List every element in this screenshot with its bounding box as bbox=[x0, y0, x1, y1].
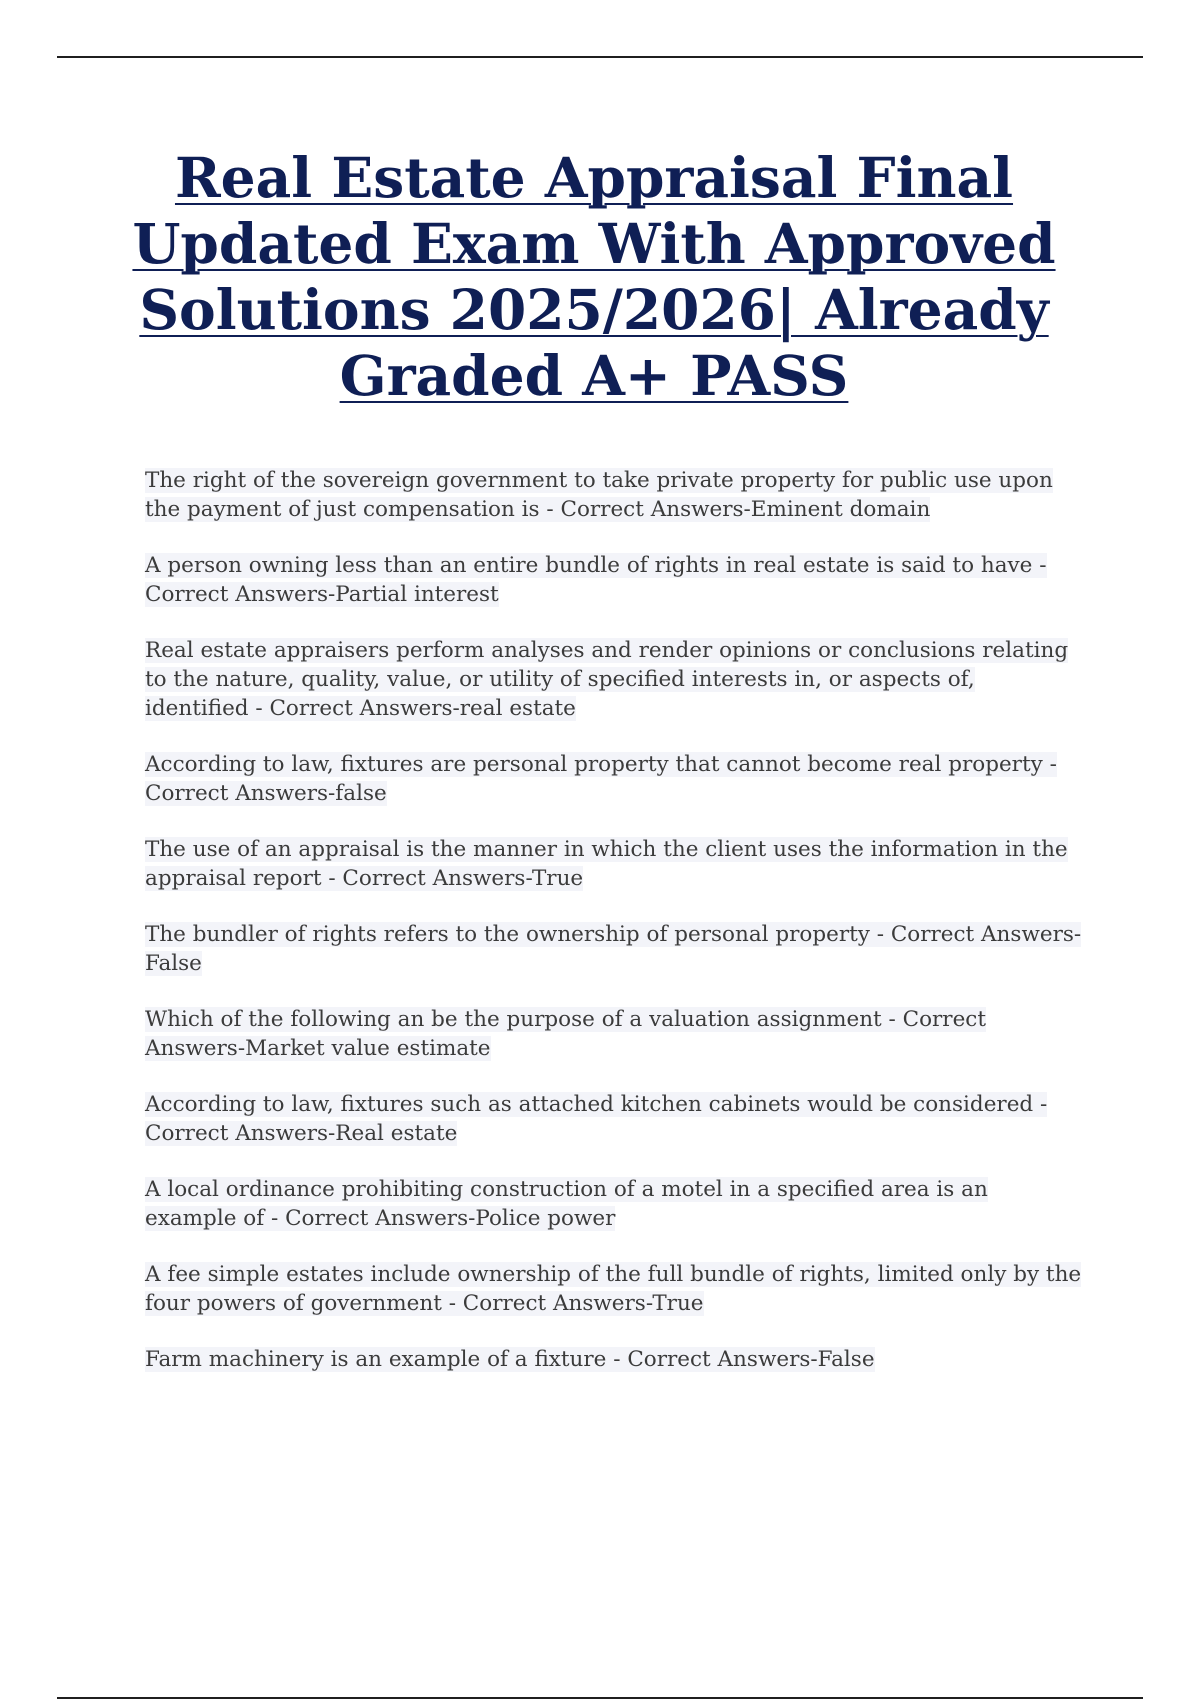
list-item bbox=[145, 466, 1085, 524]
question-answer-text: Which of the following an be the purpose of a valuation assignment - Correct Answers-Market value estimate bbox=[145, 1007, 986, 1061]
question-answer-text: Farm machinery is an example of a fixture - Correct Answers-False bbox=[145, 1347, 875, 1372]
question-answer-text: A fee simple estates include ownership of the full bundle of rights, limited only by the four powers of government - Correct Answers-True bbox=[145, 1262, 1082, 1316]
list-item bbox=[145, 1090, 1085, 1148]
list-item bbox=[145, 835, 1085, 893]
question-answer-text: The right of the sovereign government to take private property for public use upon the payment of just compensation is - Correct Answers-Eminent domain bbox=[145, 468, 1053, 522]
question-answer-text: According to law, fixtures are personal property that cannot become real property - Correct Answers-false bbox=[145, 752, 1057, 806]
list-item bbox=[145, 551, 1085, 609]
list-item bbox=[145, 1260, 1085, 1318]
list-item bbox=[145, 1345, 1085, 1374]
question-answer-text: Real estate appraisers perform analyses and render opinions or conclusions relating to the nature, quality, value, or utility of specified interests in, or aspects of, identified - Correct Answers-real estate bbox=[145, 638, 1069, 721]
document-title-text: Real Estate Appraisal Final Updated Exam With Approved Solutions 2025/2026| Already Graded A+ PASS bbox=[132, 145, 1056, 408]
list-item bbox=[145, 750, 1085, 808]
question-answer-text: The bundler of rights refers to the ownership of personal property - Correct Answers-False bbox=[145, 922, 1082, 976]
question-answer-text: According to law, fixtures such as attached kitchen cabinets would be considered - Correct Answers-Real estate bbox=[145, 1092, 1048, 1146]
top-rule bbox=[57, 56, 1143, 58]
document-title bbox=[80, 145, 1108, 409]
list-item bbox=[145, 1175, 1085, 1233]
question-answer-text: A person owning less than an entire bundle of rights in real estate is said to have - Correct Answers-Partial interest bbox=[145, 553, 1047, 607]
list-item bbox=[145, 920, 1085, 978]
list-item bbox=[145, 636, 1085, 723]
list-item bbox=[145, 1005, 1085, 1063]
question-answer-text: The use of an appraisal is the manner in which the client uses the information in the appraisal report - Correct Answers-True bbox=[145, 837, 1068, 891]
bottom-rule bbox=[57, 1697, 1143, 1699]
question-answer-text: A local ordinance prohibiting construction of a motel in a specified area is an example of - Correct Answers-Police power bbox=[145, 1177, 988, 1231]
question-answer-list bbox=[145, 466, 1085, 1401]
